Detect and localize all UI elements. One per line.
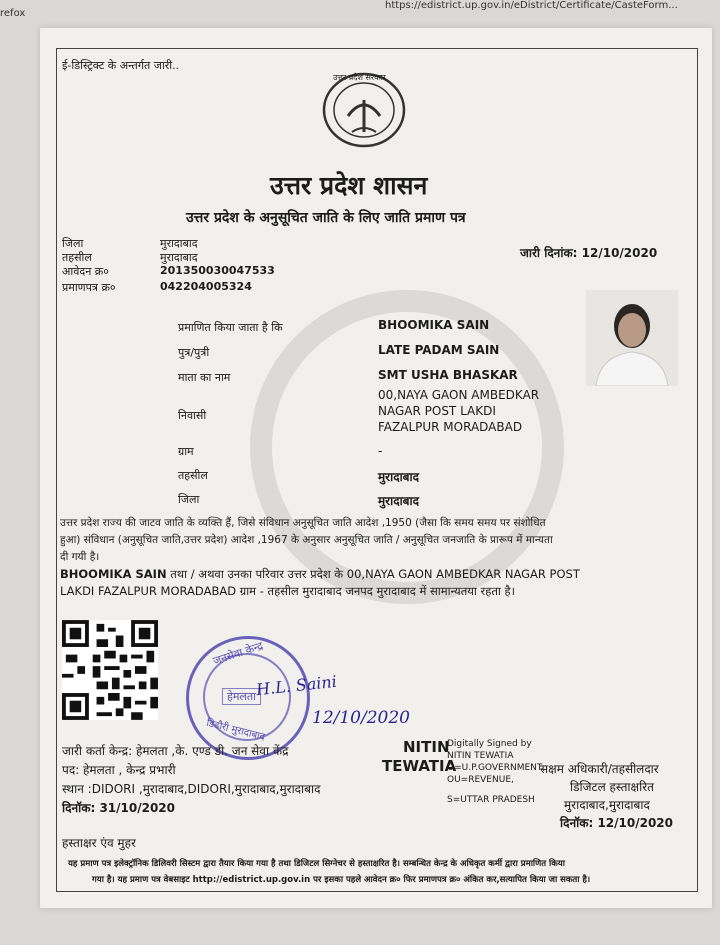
district-value: मुरादाबाद [378,494,420,508]
digital-signature-block [447,738,545,806]
digital-sign-line: OU=REVENUE, [447,775,514,785]
browser-url: https://edistrict.up.gov.in/eDistrict/Certificate/CasteForm... [385,0,678,11]
meta-district-label: जिला [62,237,84,250]
digital-sign-spacer [447,786,545,794]
meta-certificate-value: 042204005324 [160,280,252,293]
footer-note: यह प्रमाण पत्र इलेक्ट्रॉनिक डिलिवरी सिस्टम द्वारा तैयार किया गया है तथा डिजिटल सिग्नेचर से हस्ताक्षरित है। सम्बन्धित केन्द्र के अधिकृत कर्मी द्वारा प्रमाणित किया [68,859,565,869]
parent-label: पुत्र/पुत्री [178,346,210,359]
handwritten-signature: H.L. Saini [255,671,338,700]
page-subtitle: उत्तर प्रदेश के अनुसूचित जाति के लिए जाति प्रमाण पत्र [186,210,466,226]
statement-line: हुआ) संविधान (अनुसूचित जाति,उत्तर प्रदेश) आदेश ,1967 के अनुसार अनुसूचित जाति / अनुसूचित जनजाति के प्रारूप में मान्यता [60,534,553,546]
digital-signer-first: NITIN [403,738,450,756]
person-silhouette-icon [586,290,678,386]
browser-label: refox [0,8,26,19]
tehsil-value: मुरादाबाद [378,470,420,484]
digital-sign-line: Digitally Signed by [447,739,532,749]
digital-sign-line: O=U.P.GOVERNMENT, [447,763,546,773]
stamp-top-text: जनसेवा केन्द्र [211,639,265,668]
issuing-center: जारी कर्ता केन्द्र: हेमलता ,के. एण्ड डी. जन सेवा केंद्र [62,744,289,758]
address-line: NAGAR POST LAKDI [378,404,496,418]
certify-label: प्रमाणित किया जाता है कि [178,321,283,334]
authority-title: सक्षम अधिकारी/तहसीलदार [540,762,659,776]
address-line: 00,NAYA GAON AMBEDKAR [378,388,540,402]
statement-line: उत्तर प्रदेश राज्य की जाटव जाति के व्यक्ति हैं, जिसे संविधान अनुसूचित जाति आदेश ,1950 (जैसा कि समय समय पर संशोधित [60,517,546,529]
meta-certificate-label: प्रमाणपत्र क्र० [62,281,116,294]
mother-name: SMT USHA BHASKAR [378,368,518,382]
village-label: ग्राम [178,445,194,458]
stamp-center-text: हेमलता [222,688,261,705]
issue-date: जारी दिनांक: 12/10/2020 [520,246,658,260]
footer-note: गया है। यह प्रमाण पत्र वेबसाइट http://edistrict.up.gov.in पर इसका पहले आवेदन क्र० फिर प्रमाणपत्र क्र० अंकित कर,सत्यापित किया जा सकता है। [92,875,591,885]
statement-text: तथा / अथवा उनका परिवार उत्तर प्रदेश के 00,NAYA GAON AMBEDKAR NAGAR POST [166,567,580,581]
stamp-bottom-text: डिडौरी मुरादाबाद [205,717,266,744]
qr-code-icon [62,620,158,720]
meta-tehsil-label: तहसील [62,251,92,264]
statement-line-residence [60,566,580,583]
browser-strip [0,0,720,22]
applicant-photo [586,290,678,386]
page-title: उत्तर प्रदेश शासन [270,171,428,200]
digital-signer-last: TEWATIA [382,757,457,775]
eDistrict-tag: ई-डिस्ट्रिक्ट के अन्तर्गत जारी.. [62,59,180,72]
meta-district-value: मुरादाबाद [160,237,198,250]
issuer-post: पद: हेमलता , केन्द्र प्रभारी [62,763,176,777]
statement-line: LAKDI FAZALPUR MORADABAD ग्राम - तहसील मुरादाबाद जनपद मुरादाबाद में सामान्यतया रहता है। [60,584,516,598]
tehsil-label: तहसील [178,469,208,482]
issuer-date: दिनॉक: 31/10/2020 [62,801,176,815]
statement-line: दी गयी है। [60,551,100,563]
applicant-name: BHOOMIKA SAIN [378,318,490,332]
address-line: FAZALPUR MORADABAD [378,420,523,434]
statement-name: BHOOMIKA SAIN [60,567,167,581]
emblem-text: उत्तर प्रदेश सरकार [333,73,386,82]
parent-name: LATE PADAM SAIN [378,343,500,357]
district-label: जिला [178,493,200,506]
meta-tehsil-value: मुरादाबाद [160,251,198,264]
digital-sign-line: S=UTTAR PRADESH [447,795,535,805]
authority-date: दिनॉक: 12/10/2020 [560,816,674,830]
issuer-place: स्थान :DIDORI ,मुरादाबाद,DIDORI,मुरादाबाद,मुरादाबाद [62,782,321,796]
mother-label: माता का नाम [178,371,231,384]
meta-application-value: 201350030047533 [160,264,275,277]
digital-sign-line: NITIN TEWATIA [447,751,514,761]
village-value: - [378,444,383,458]
authority-place: मुरादाबाद,मुरादाबाद [564,798,650,812]
certificate-statement [60,515,580,600]
authority-digital: डिजिटल हस्ताक्षरित [570,780,654,794]
signature-note: हस्ताक्षर एंव मुहर [62,836,136,850]
handwritten-date: 12/10/2020 [312,708,410,728]
address-label: निवासी [178,409,207,422]
meta-application-label: आवेदन क्र० [62,265,109,278]
